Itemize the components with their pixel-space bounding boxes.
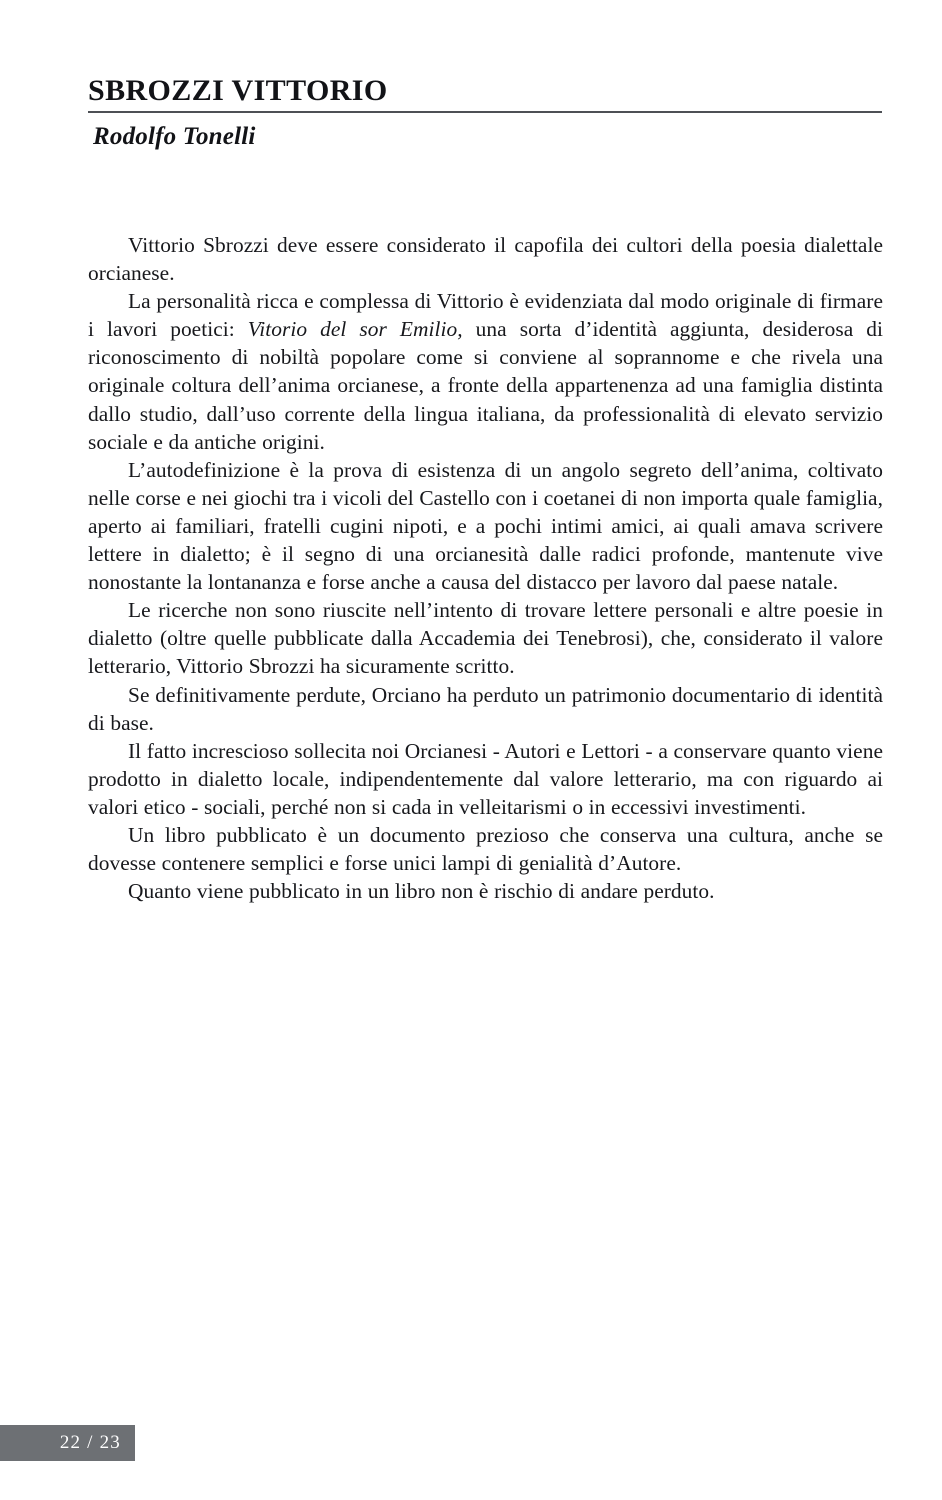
paragraph: Se definitivamente perdute, Orciano ha perduto un patrimonio documentario di identità di base. bbox=[88, 682, 883, 735]
page-header bbox=[88, 74, 882, 152]
paragraph-tail: una sorta d’identità aggiunta, desiderosa di riconoscimento di nobiltà popolare come si conviene al soprannome e che rivela una originale coltura dell’anima orcianese, a fronte della appartenenza ad una famiglia distinta dallo studio, dall’uso corrente della lingua italiana, da professionalità di elevato servizio sociale e da antiche origini. bbox=[88, 317, 883, 454]
paragraph: Vittorio Sbrozzi deve essere considerato il capofila dei cultori della poesia dialettale orcianese. bbox=[88, 233, 883, 286]
paragraph bbox=[88, 287, 883, 456]
page-number-badge: 22 / 23 bbox=[0, 1425, 135, 1461]
paragraph-lead: La personalità ricca e complessa di Vittorio è evidenziata dal modo originale di firmare i lavori poetici: bbox=[88, 289, 883, 342]
paragraph: Quanto viene pubblicato in un libro non è rischio di andare perduto. bbox=[128, 879, 715, 904]
work-title-italic: Vitorio del sor Emilio, bbox=[247, 317, 463, 342]
page-title: SBROZZI VITTORIO bbox=[88, 74, 388, 107]
author-byline: Rodolfo Tonelli bbox=[93, 123, 256, 150]
title-divider bbox=[88, 111, 882, 113]
paragraph: L’autodefinizione è la prova di esistenza di un angolo segreto dell’anima, coltivato nelle corse e nei giochi tra i vicoli del Castello con i coetanei di non importa quale famiglia, aperto ai familiari, fratelli cugini nipoti, e a pochi intimi amici, ai quali amava scrivere lettere in dialetto; è il segno di una orcianesità dalle radici profonde, mantenute vive nonostante la lontananza e forse anche a causa del distacco per lavoro dal paese natale. bbox=[88, 457, 883, 595]
paragraph: Un libro pubblicato è un documento prezioso che conserva una cultura, anche se dovesse contenere semplici e forse unici lampi di genialità d’Autore. bbox=[88, 822, 883, 876]
paragraph: Il fatto increscioso sollecita noi Orcianesi - Autori e Lettori - a conservare quanto viene prodotto in dialetto locale, indipendentemente dal valore letterario, ma con riguardo ai valori etico - sociali, perché non si cada in velleitarismi o in eccessivi investimenti. bbox=[88, 738, 883, 819]
article-body bbox=[88, 231, 883, 905]
paragraph: Le ricerche non sono riuscite nell’intento di trovare lettere personali e altre poesie in dialetto (oltre quelle pubblicate dalla Accademia dei Tenebrosi), che, considerato il valore letterario, Vittorio Sbrozzi ha sicuramente scritto. bbox=[88, 598, 883, 679]
